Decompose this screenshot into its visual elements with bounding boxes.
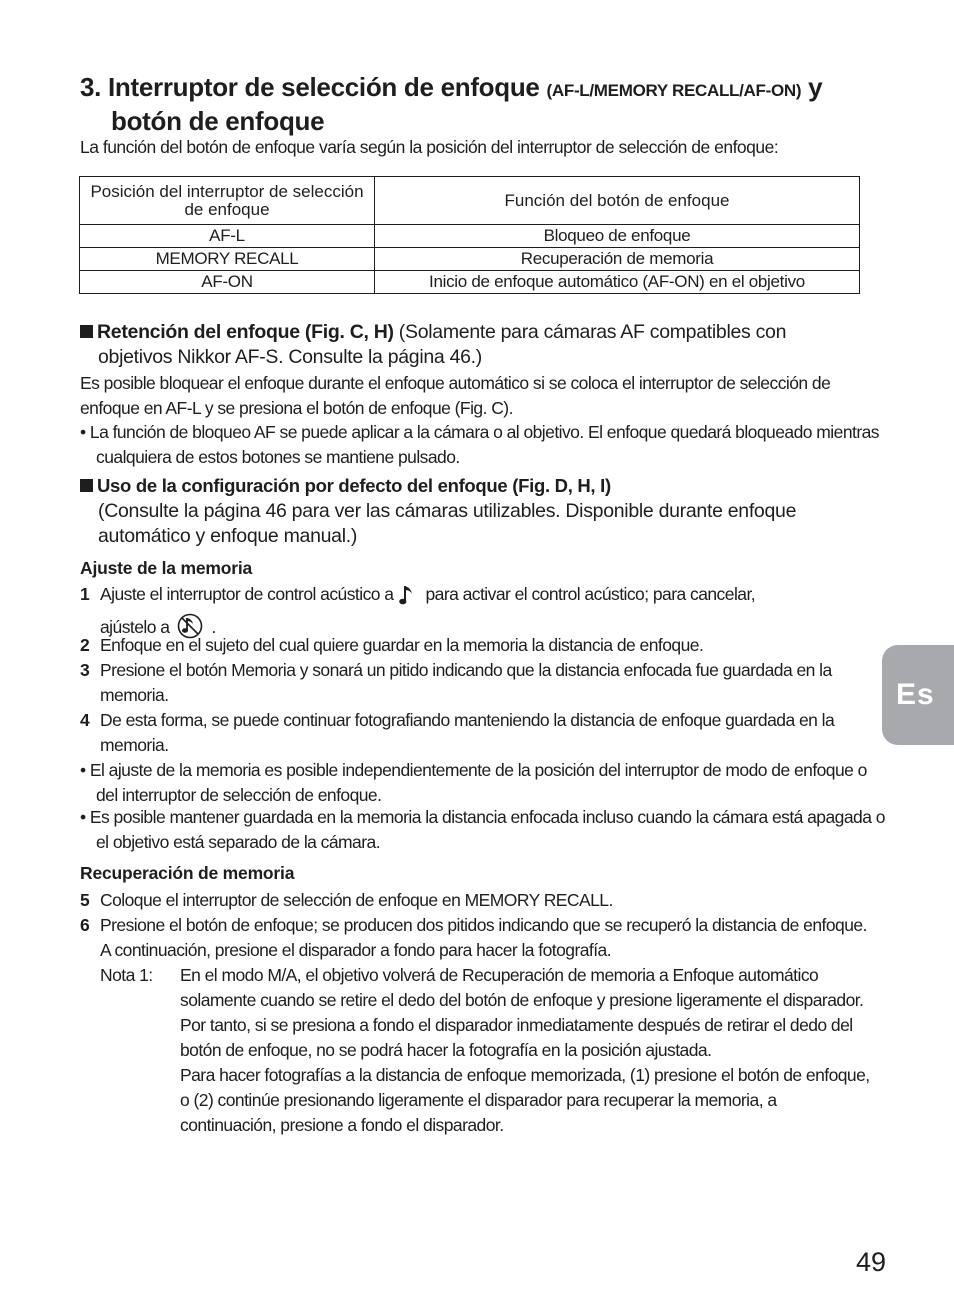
- table-header-row: [80, 177, 860, 225]
- music-note-icon: [399, 584, 419, 613]
- memory-recall-heading: Recuperación de memoria: [80, 863, 295, 883]
- step1-text-c: ajústelo a: [100, 617, 170, 637]
- table-cell-function: Bloqueo de enfoque: [375, 225, 860, 248]
- recall-step-5: [80, 888, 870, 913]
- section-title-line2: botón de enfoque: [111, 106, 325, 136]
- retention-bullet: • La función de bloqueo AF se puede aplicar a la cámara o al objetivo. El enfoque quedará bloqueado mientras cualquiera de estos botones se mantiene pulsado.: [80, 422, 879, 467]
- section-title-modes: (AF-L/MEMORY RECALL/AF-ON): [546, 81, 802, 100]
- retention-heading: [80, 320, 870, 370]
- step-number: 3: [80, 660, 90, 680]
- function-table: [79, 176, 860, 294]
- section-title: [80, 72, 822, 137]
- intro-text: La función del botón de enfoque varía según la posición del interruptor de selección de enfoque:: [80, 137, 779, 157]
- memory-step-2: [80, 633, 870, 658]
- memory-bullet-2: • Es posible mantener guardada en la memoria la distancia enfocada incluso cuando la cámara está apagada o el objetivo está separado de la cámara.: [80, 807, 885, 852]
- step1-text-b: para activar el control acústico; para cancelar,: [425, 584, 756, 604]
- table-row: [80, 271, 860, 294]
- memory-step-3: [80, 658, 870, 708]
- note-1: [100, 963, 870, 1138]
- black-square-bullet-icon: [80, 479, 93, 492]
- table-cell-position: MEMORY RECALL: [80, 248, 375, 271]
- default-config-title: Uso de la configuración por defecto del enfoque (Fig. D, H, I): [97, 475, 611, 496]
- memory-step-4: [80, 708, 870, 758]
- step-number: 2: [80, 635, 90, 655]
- section-title-tail: y: [801, 72, 823, 102]
- recall-step-6: [80, 913, 870, 963]
- retention-paragraph: Es posible bloquear el enfoque durante el enfoque automático si se coloca el interruptor de selección de enfoque en AF-L y se presiona el botón de enfoque (Fig. C).: [80, 373, 831, 418]
- step1-text-a: Ajuste el interruptor de control acústico a: [100, 584, 394, 604]
- step-number: 6: [80, 915, 90, 935]
- step-text: Presione el botón Memoria y sonará un pitido indicando que la distancia enfocada fue guardada en la memoria.: [100, 660, 832, 705]
- language-tab-label: Es: [896, 678, 935, 711]
- step-number: 4: [80, 710, 90, 730]
- step-number: 5: [80, 890, 90, 910]
- black-square-bullet-icon: [80, 325, 93, 338]
- step1-text-d: .: [211, 617, 216, 637]
- step-text: Presione el botón de enfoque; se producen dos pitidos indicando que se recuperó la distancia de enfoque. A continuación, presione el disparador a fondo para hacer la fotografía.: [100, 915, 867, 960]
- retention-title-line2: objetivos Nikkor AF-S. Consulte la página 46.): [98, 346, 482, 368]
- note-paragraph-1: En el modo M/A, el objetivo volverá de Recuperación de memoria a Enfoque automático solamente cuando se retire el dedo del botón de enfoque y presione ligeramente el disparador. Por tanto, si se presiona a fondo el disparador inmediatamente después de retirar el dedo del botón de enfoque, no se podrá hacer la fotografía en la posición ajustada.: [180, 965, 864, 1060]
- retention-title: Retención del enfoque (Fig. C, H): [97, 321, 394, 343]
- table-cell-function: Inicio de enfoque automático (AF-ON) en el objetivo: [375, 271, 860, 294]
- memory-bullet-1: • El ajuste de la memoria es posible independientemente de la posición del interruptor de modo de enfoque o del interruptor de selección de enfoque.: [80, 760, 867, 805]
- section-title-main: 3. Interruptor de selección de enfoque: [80, 72, 547, 102]
- table-cell-function: Recuperación de memoria: [375, 248, 860, 271]
- language-tab: [882, 645, 954, 745]
- table-header-function: Función del botón de enfoque: [375, 177, 860, 225]
- default-config-body: (Consulte la página 46 para ver las cámaras utilizables. Disponible durante enfoque automático y enfoque manual.): [98, 500, 797, 547]
- table-cell-position: AF-ON: [80, 271, 375, 294]
- table-row: [80, 225, 860, 248]
- retention-title-rest: (Solamente para cámaras AF compatibles con: [393, 321, 787, 343]
- table-row: [80, 248, 860, 271]
- memory-setting-heading: Ajuste de la memoria: [80, 558, 253, 578]
- note-paragraph-2: Para hacer fotografías a la distancia de enfoque memorizada, (1) presione el botón de enfoque, o (2) continúe presionando ligeramente el disparador para recuperar la memoria, a continuación, presione a fondo el disparador.: [180, 1065, 870, 1135]
- step-text: Enfoque en el sujeto del cual quiere guardar en la memoria la distancia de enfoque.: [100, 635, 704, 655]
- step-text: De esta forma, se puede continuar fotografiando manteniendo la distancia de enfoque guardada en la memoria.: [100, 710, 835, 755]
- step-number: 1: [80, 584, 90, 604]
- note-label: Nota 1:: [100, 965, 153, 985]
- table-header-position: Posición del interruptor de selección de enfoque: [80, 177, 375, 225]
- default-config-heading: [80, 473, 870, 549]
- page-number: 49: [856, 1247, 887, 1277]
- table-cell-position: AF-L: [80, 225, 375, 248]
- step-text: Coloque el interruptor de selección de enfoque en MEMORY RECALL.: [100, 890, 613, 910]
